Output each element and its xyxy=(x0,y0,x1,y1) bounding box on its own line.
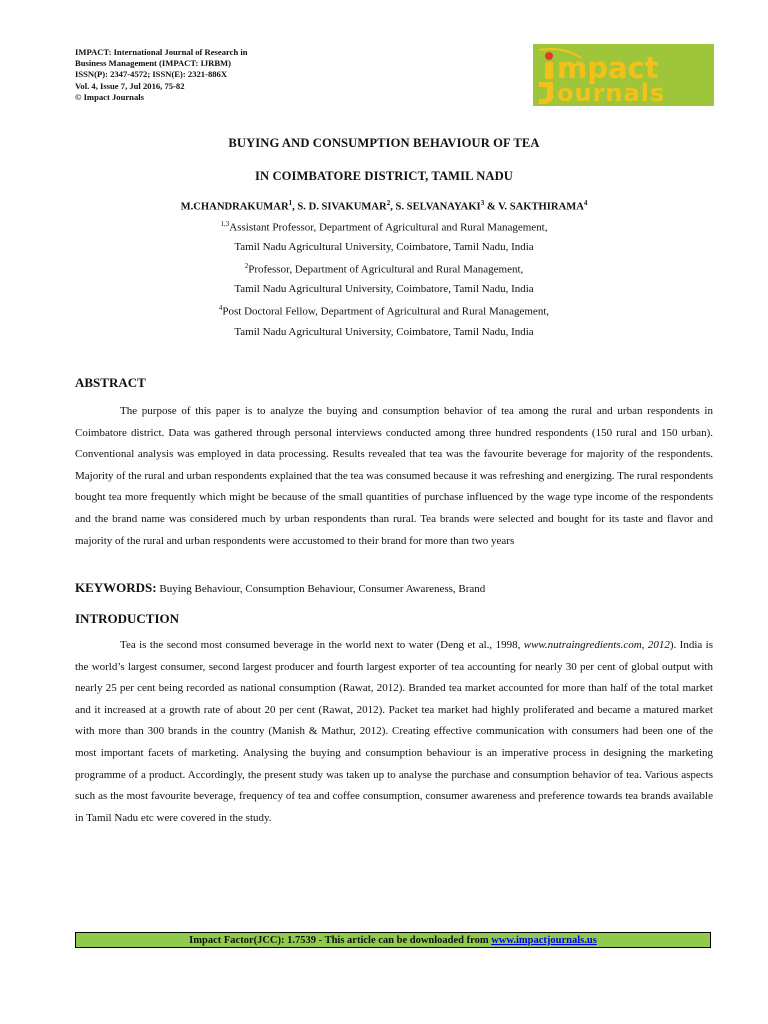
intro-text-before: Tea is the second most consumed beverage in the world next to water (Deng et al., 1998, xyxy=(120,639,524,651)
introduction-heading: INTRODUCTION xyxy=(75,611,180,626)
author-list xyxy=(0,199,768,213)
affiliation-line xyxy=(0,220,768,234)
affiliation-sup: 4 xyxy=(218,304,223,312)
introduction-text xyxy=(75,635,713,829)
journal-line: Business Management (IMPACT: IJRBM) xyxy=(75,58,232,69)
affiliation-text: Post Doctoral Fellow, Department of Agricultural and Rural Management, xyxy=(222,305,550,318)
author-sep: , xyxy=(390,201,396,213)
journal-line: Vol. 4, Issue 7, Jul 2016, 75-82 xyxy=(75,80,185,91)
affiliation-line xyxy=(0,241,768,253)
impact-journals-logo xyxy=(533,44,714,106)
affiliation-text: Tamil Nadu Agricultural University, Coimbatore, Tamil Nadu, India xyxy=(234,326,534,338)
keywords-label: KEYWORDS: xyxy=(75,580,157,595)
author-name: S. SELVANAYAKI xyxy=(395,201,481,213)
affiliation-text: Tamil Nadu Agricultural University, Coimbatore, Tamil Nadu, India xyxy=(234,241,534,253)
paper-title-line-1: BUYING AND CONSUMPTION BEHAVIOUR OF TEA xyxy=(228,136,540,150)
keywords xyxy=(75,580,485,596)
author-sup: 2 xyxy=(386,199,391,207)
author-sup: 3 xyxy=(480,199,485,207)
author-sep: & xyxy=(484,201,499,213)
abstract-text: The purpose of this paper is to analyze the buying and consumption behavior of tea among the rural and urban respondents in Coimbatore district. Data was gathered through personal interviews conducted among three hundred respondents (150 rural and 150 urban). Conventional analysis was employed in data processing. Results revealed that tea was the favourite beverage for majority of the respondents. Majority of the rural and urban respondents explained that the tea was consumed because it was refreshing and energizing. The rural respondents bought tea more frequently which might be because of the small quantities of purchase influenced by the wage type income of the respondents and the brand name was considered much by urban respondents than rural. Tea brands were selected and bought for its taste and flavor and majority of the rural and urban respondents were accustomed to their brand for more than two years xyxy=(75,405,713,547)
logo-word-2: ournals xyxy=(557,79,666,106)
affiliation-sup: 2 xyxy=(244,262,249,270)
intro-text-after: ). India is the world’s largest consumer, second largest producer and fourth largest exporter of tea accounting for nearly 30 per cent of global output with nearly 25 per cent being recorded as national consumption (Rawat, 2012). Branded tea market accounted for more than half of the total market and it increased at a growth rate of about 20 per cent (Rawat, 2012). Packet tea market had highly proliferated and became a matured market with more than 300 brands in the country (Manish & Mathur, 2012). Creating effective communication with consumers had been one of the most important facets of marketing. Analysing the buying and consumption behaviour is an imperative process in designing the marketing programme of a product. Accordingly, the present study was taken up to analyse the purchase and consumption behavior of tea. Various aspects such as the most favourite beverage, frequency of tea and coffee consumption, consumer awareness and preference towards tea brands available in Tamil Nadu etc were covered in the study. xyxy=(75,639,713,824)
logo-graphic xyxy=(533,44,714,106)
footer-banner xyxy=(75,932,711,948)
affiliation-line xyxy=(0,304,768,318)
author-name: V. SAKTHIRAMA xyxy=(498,201,584,213)
author-name: S. D. SIVAKUMAR xyxy=(297,201,387,213)
footer-link[interactable]: www.impactjournals.us xyxy=(491,935,597,946)
footer-text: Impact Factor(JCC): 1.7539 - This article can be downloaded from xyxy=(189,935,492,946)
paper-title-line-2: IN COIMBATORE DISTRICT, TAMIL NADU xyxy=(255,169,513,183)
affiliation-text: Tamil Nadu Agricultural University, Coimbatore, Tamil Nadu, India xyxy=(234,283,534,295)
author-sup: 4 xyxy=(583,199,588,207)
affiliation-text: Assistant Professor, Department of Agricultural and Rural Management, xyxy=(229,221,548,234)
affiliation-line xyxy=(0,262,768,276)
journal-info xyxy=(75,47,335,103)
affiliation-line xyxy=(0,283,768,295)
affiliation-text: Professor, Department of Agricultural and Rural Management, xyxy=(248,263,524,276)
journal-line: ISSN(P): 2347-4572; ISSN(E): 2321-886X xyxy=(75,69,228,80)
keywords-text: Buying Behaviour, Consumption Behaviour, Consumer Awareness, Brand xyxy=(156,583,486,595)
affiliation-line xyxy=(0,326,768,338)
logo-word-1: mpact xyxy=(557,51,659,85)
author-sup: 1 xyxy=(288,199,293,207)
abstract-heading: ABSTRACT xyxy=(75,375,146,390)
author-name: M.CHANDRAKUMAR xyxy=(180,201,289,213)
author-sep: , xyxy=(292,201,298,213)
journal-line: IMPACT: International Journal of Research in xyxy=(75,47,248,57)
journal-line: © Impact Journals xyxy=(75,91,144,102)
intro-citation-link-text: www.nutraingredients.com, 2012 xyxy=(523,639,670,651)
affiliation-sup: 1,3 xyxy=(220,220,230,228)
